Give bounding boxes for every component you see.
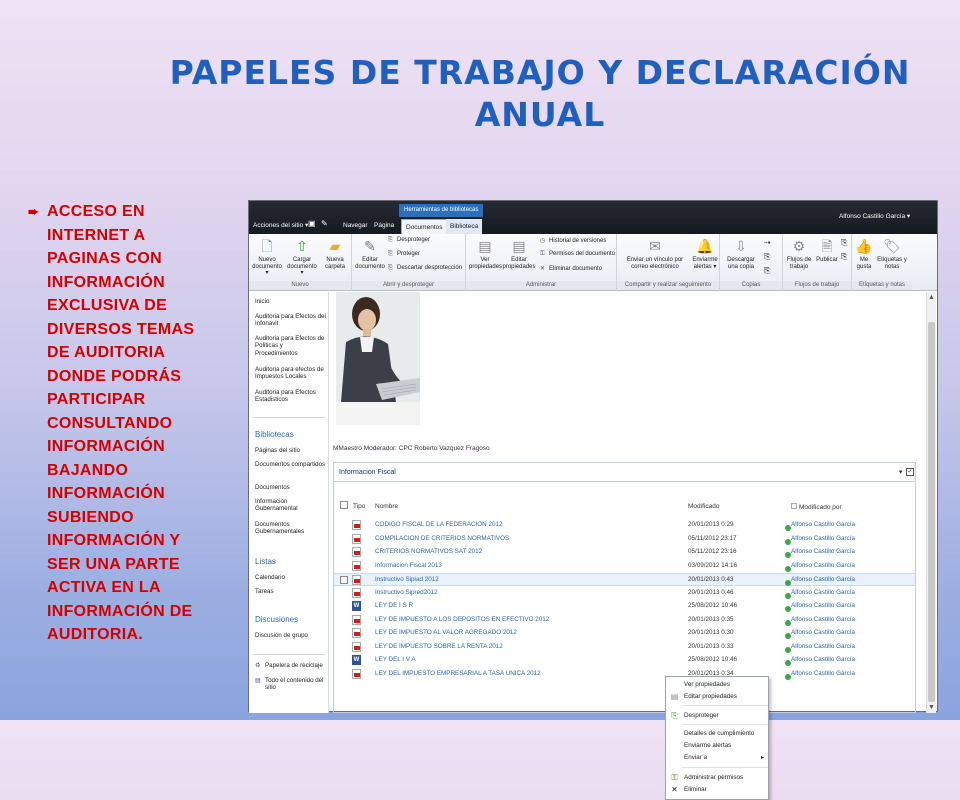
- bullet-line: INFORMACIÓN: [47, 438, 165, 455]
- pdf-document-icon: [352, 669, 361, 679]
- proteger-label: Proteger: [397, 251, 421, 257]
- pdf-document-icon: [352, 615, 361, 625]
- enviarme-alertas-button[interactable]: [691, 237, 719, 270]
- arrow-bullet-icon: ➨: [28, 204, 40, 219]
- document-name-link[interactable]: LEY DE IMPUESTO A LOS DEPOSITOS EN EFECTIVO 2012: [375, 615, 550, 623]
- menu-divider: [682, 705, 768, 706]
- editar-propiedades-label: Editar propiedades: [502, 257, 536, 270]
- column-nombre[interactable]: Nombre: [375, 503, 399, 510]
- document-name-link[interactable]: COMPILACION DE CRITERIOS NORMATIVOS: [375, 534, 510, 542]
- checkin-icon: ⎘: [388, 251, 393, 257]
- nueva-carpeta-button[interactable]: [321, 237, 349, 270]
- menu-divider-2: [682, 724, 768, 725]
- flujos-label: Flujos de trabajo: [786, 257, 812, 270]
- table-row[interactable]: [334, 668, 915, 681]
- checkout-icon: ⎘: [671, 711, 678, 720]
- bullet-line: PAGINAS CON: [47, 250, 163, 267]
- permissions-icon: ⚿: [671, 773, 678, 782]
- descartar-button[interactable]: [388, 265, 462, 272]
- informacion-fiscal-webpart: [333, 462, 916, 713]
- modified-date: 05/11/2012 23:17: [688, 534, 737, 542]
- pdf-document-icon: [352, 575, 361, 585]
- editar-propiedades-button[interactable]: [502, 237, 536, 270]
- table-row[interactable]: [334, 600, 915, 613]
- scroll-down-icon[interactable]: ▼: [928, 704, 935, 711]
- modified-date: 25/08/2012 10:46: [688, 602, 738, 609]
- tab-pagina[interactable]: Página: [374, 222, 395, 229]
- descargar-copia-button[interactable]: [723, 237, 759, 270]
- pdf-document-icon: [352, 561, 361, 571]
- nav-auditoria-infonavit[interactable]: Auditoria para Efectos del Infonavit: [255, 313, 326, 328]
- copy-icon-2[interactable]: ⎘: [764, 266, 771, 275]
- menu-ver-propiedades[interactable]: Ver propiedades: [684, 681, 730, 688]
- pdf-document-icon: [352, 628, 361, 638]
- nav-papelera[interactable]: [255, 662, 327, 669]
- nav-papelera-label: Papelera de reciclaje: [265, 662, 323, 669]
- ribbon-group-copias-label: Copias: [720, 281, 782, 290]
- ribbon-group-copias: [720, 234, 783, 291]
- modified-date: 20/01/2013 0:30: [688, 629, 734, 636]
- modified-date: 20/01/2013 0:43: [688, 576, 734, 583]
- cargar-documento-button[interactable]: [285, 237, 319, 277]
- historial-button[interactable]: [540, 237, 606, 244]
- menu-detalles-cumplimiento[interactable]: Detalles de cumplimiento: [684, 730, 755, 737]
- modified-by-link[interactable]: Alfonso Castillo García: [791, 548, 856, 555]
- menu-administrar-permisos[interactable]: Administrar permisos: [684, 774, 744, 781]
- desproteger-label: Desproteger: [397, 237, 431, 243]
- tags-icon: 🏷: [883, 238, 901, 254]
- download-icon: ⇩: [735, 238, 747, 254]
- nav-informacion-gubernamental[interactable]: Informacion Gubernamental: [255, 498, 298, 513]
- bullet-line: ACCESO EN: [47, 203, 145, 220]
- webpart-checkbox[interactable]: ✓: [907, 469, 913, 475]
- ribbon-group-administrar: [466, 234, 617, 291]
- word-document-icon: [352, 601, 361, 611]
- modified-by-link[interactable]: Alfonso Castillo García: [791, 629, 856, 636]
- left-navigation: [249, 292, 329, 713]
- top-bar: [249, 201, 937, 234]
- modified-date: 20/01/2013 0:33: [688, 642, 734, 650]
- copy-icon[interactable]: ⎘: [764, 252, 771, 261]
- bullet-line: INFORMACIÓN DE: [47, 602, 193, 620]
- etiquetas-notas-button[interactable]: [874, 237, 910, 270]
- bullet-line: SUBIENDO: [47, 508, 134, 526]
- nueva-carpeta-label: Nueva carpeta: [324, 257, 345, 270]
- modified-date: 20/01/2013 0:34: [688, 669, 734, 677]
- me-gusta-label: Me gusta: [856, 257, 872, 270]
- bullet-line: DIVERSOS TEMAS: [47, 320, 195, 338]
- pdf-document-icon: [352, 534, 361, 544]
- column-modificado-por[interactable]: [791, 503, 842, 511]
- nav-inicio[interactable]: Inicio: [255, 298, 270, 305]
- folder-icon: ▰: [329, 238, 341, 254]
- table-row[interactable]: [334, 560, 915, 573]
- permisos-button[interactable]: [540, 251, 615, 258]
- bullet-line: AUDITORIA.: [47, 626, 144, 643]
- ribbon-group-flujos-label: Flujos de trabajo: [783, 281, 851, 290]
- ribbon-group-nuevo-label: Nuevo: [249, 281, 351, 290]
- nuevo-documento-label: Nuevo documento ▾: [252, 257, 282, 276]
- publish-icon: 🗎: [821, 238, 833, 254]
- reject-icon[interactable]: ⎘: [841, 252, 848, 261]
- table-row[interactable]: [334, 614, 915, 627]
- publicar-label: Publicar: [816, 257, 838, 263]
- document-name-link[interactable]: CRITERIOS NORMATIVOS SAT 2012: [375, 548, 483, 555]
- ver-propiedades-button[interactable]: [469, 237, 501, 270]
- ribbon-group-etiquetas: [852, 234, 912, 291]
- eliminar-documento-button[interactable]: [540, 265, 602, 272]
- checkout-icon: ⎘: [388, 237, 393, 243]
- vertical-scrollbar[interactable]: [926, 292, 936, 713]
- historial-label: Historial de versiones: [549, 238, 607, 244]
- modified-date: 03/09/2012 14:16: [688, 561, 738, 569]
- bullet-line: INTERNET A: [47, 226, 146, 244]
- woman-at-laptop-photo: [336, 292, 420, 425]
- ribbon-group-etiquetas-label: Etiquetas y notas: [852, 281, 912, 290]
- site-content-icon: ▤: [255, 677, 261, 684]
- webpart-menu-icon[interactable]: ▾: [899, 469, 903, 476]
- document-name-link[interactable]: LEY DE I S R: [375, 602, 414, 609]
- delete-icon: ✕: [671, 785, 678, 794]
- document-name-link[interactable]: Instructivo Sipiad 2012: [375, 576, 439, 583]
- header-filter-icon: [791, 503, 797, 509]
- slide-title: [160, 52, 920, 136]
- new-document-icon: 🗋: [261, 238, 273, 254]
- nav-calendario[interactable]: Calendario: [255, 574, 285, 581]
- modified-date: 25/08/2012 10:46: [688, 656, 738, 663]
- editar-documento-button[interactable]: [355, 237, 385, 270]
- nuevo-documento-button[interactable]: [251, 237, 283, 277]
- bullet-line: INFORMACIÓN Y: [47, 532, 181, 549]
- modified-by-link[interactable]: Alfonso Castillo García: [791, 642, 856, 650]
- document-name-link[interactable]: LEY DEL IMPUESTO EMPRESARIAL A TASA UNICA 2012: [375, 669, 541, 677]
- publicar-button[interactable]: [815, 237, 839, 264]
- document-name-link[interactable]: LEY DE IMPUESTO SOBRE LA RENTA 2012: [375, 642, 503, 650]
- edit-properties-icon: ▤: [670, 692, 679, 701]
- item-context-menu: [665, 676, 769, 800]
- table-row[interactable]: [334, 533, 915, 546]
- menu-enviarme-alertas[interactable]: Enviarme alertas: [684, 742, 732, 749]
- webpart-title[interactable]: Informacion Fiscal: [334, 463, 915, 482]
- document-name-link[interactable]: LEY DE IMPUESTO AL VALOR AGREGADO 2012: [375, 629, 517, 636]
- document-name-link[interactable]: LEY DEL I V A: [375, 656, 416, 663]
- modified-by-link[interactable]: Alfonso Castillo García: [791, 656, 856, 663]
- version-history-icon: ◷: [540, 238, 546, 244]
- table-row[interactable]: [334, 627, 915, 640]
- bullet-line: CONSULTANDO: [47, 414, 173, 432]
- enviar-vinculo-label: Enviar un vínculo por correo electrónico: [626, 257, 684, 270]
- ribbon-group-nuevo: [249, 234, 352, 291]
- modified-date: 20/01/2013 0:35: [688, 615, 734, 623]
- select-all-checkbox[interactable]: [340, 501, 348, 509]
- nav-discusiones-heading[interactable]: Discusiones: [255, 615, 299, 624]
- bell-icon: 🔔: [696, 238, 714, 254]
- nav-paginas-sitio[interactable]: Páginas del sitio: [255, 447, 301, 454]
- table-row[interactable]: [334, 587, 915, 600]
- modified-by-link[interactable]: Alfonso Castillo García: [791, 561, 856, 569]
- moderator-caption: MMaestro Moderador: CPC Roberto Vazquez Fragoso: [333, 445, 490, 452]
- column-modificado[interactable]: Modificado: [688, 503, 720, 510]
- nav-auditoria-estadisticos[interactable]: Auditoria para Efectos Estadisticos: [255, 389, 316, 404]
- pdf-document-icon: [352, 547, 361, 557]
- tab-documentos[interactable]: Documentos: [401, 219, 448, 234]
- modified-date: 20/01/2013 0:29: [688, 521, 734, 528]
- ribbon-group-flujos: [783, 234, 852, 291]
- me-gusta-button[interactable]: [854, 237, 874, 270]
- bullet-line: INFORMACIÓN: [47, 273, 165, 291]
- nav-tareas[interactable]: Tareas: [255, 588, 274, 595]
- table-row[interactable]: [334, 654, 915, 667]
- document-name-link[interactable]: Informacion Fiscal 2013: [375, 561, 442, 569]
- enviar-vinculo-button[interactable]: [619, 237, 691, 270]
- ribbon-group-abrir-label: Abrir y desproteger: [352, 281, 465, 290]
- nav-auditoria-politicas[interactable]: Auditoria para Efectos de Politicas y Procedimientos: [255, 335, 325, 357]
- modified-by-link[interactable]: Alfonso Castillo García: [791, 615, 856, 623]
- pdf-document-icon: [352, 588, 361, 598]
- bullet-lines: [28, 200, 243, 647]
- view-properties-icon: ▤: [478, 238, 492, 254]
- ribbon: [249, 234, 937, 291]
- descartar-label: Descartar desprotección: [397, 265, 463, 271]
- user-menu[interactable]: Alfonso Castillo García ▾: [839, 213, 911, 220]
- pdf-document-icon: [352, 520, 361, 530]
- descargar-label: Descargar una copia: [727, 257, 755, 270]
- column-modificado-por-label: Modificado por: [799, 504, 842, 511]
- menu-eliminar[interactable]: Eliminar: [684, 786, 707, 793]
- nav-listas-heading[interactable]: Listas: [255, 557, 276, 566]
- menu-editar-propiedades[interactable]: Editar propiedades: [684, 693, 737, 700]
- ribbon-group-abrir: [352, 234, 466, 291]
- tab-biblioteca[interactable]: Biblioteca: [446, 219, 482, 234]
- desproteger-button[interactable]: [388, 237, 430, 244]
- submenu-arrow-icon: ▸: [760, 755, 764, 761]
- bullet-line: INFORMACIÓN: [47, 485, 165, 502]
- modified-date: 20/01/2013 0:46: [688, 588, 734, 596]
- sharepoint-screenshot: [248, 200, 938, 794]
- document-name-link[interactable]: CODIGO FISCAL DE LA FEDERACION 2012: [375, 521, 503, 528]
- modified-by-link[interactable]: Alfonso Castillo García: [791, 669, 856, 677]
- row-checkbox[interactable]: [340, 576, 348, 584]
- nav-documentos-compartidos[interactable]: Documentos compartidos: [255, 461, 326, 468]
- bullet-line: BAJANDO: [47, 461, 129, 479]
- edit-properties-icon: ▤: [512, 238, 526, 254]
- nav-discusion-grupo[interactable]: Discusión de grupo: [255, 632, 308, 639]
- tab-navegar[interactable]: Navegar: [343, 222, 368, 229]
- folder-nav-icon[interactable]: ▣: [308, 219, 316, 228]
- ver-propiedades-label: Ver propiedades: [469, 257, 503, 270]
- bullet-line: EXCLUSIVA DE: [47, 297, 168, 314]
- column-tipo[interactable]: Tipo: [353, 503, 366, 510]
- editar-documento-label: Editar documento: [355, 257, 385, 270]
- pdf-document-icon: [352, 642, 361, 652]
- permissions-icon: ⚿: [540, 251, 545, 257]
- nav-bibliotecas-heading[interactable]: Bibliotecas: [255, 430, 294, 439]
- menu-enviar-a[interactable]: Enviar a: [684, 754, 708, 761]
- eliminar-label: Eliminar documento: [549, 266, 603, 272]
- workflow-icon: ⚙: [792, 238, 806, 254]
- flujos-trabajo-button[interactable]: [785, 237, 813, 270]
- modified-by-link[interactable]: Alfonso Castillo García: [791, 588, 856, 596]
- ribbon-group-administrar-label: Administrar: [466, 281, 616, 290]
- upload-icon: ⇧: [296, 238, 308, 254]
- email-link-icon: ✉: [649, 238, 661, 254]
- bullet-line: PARTICIPAR: [47, 391, 146, 408]
- nav-documentos[interactable]: Documentos: [255, 484, 290, 491]
- recycle-bin-icon: ♻: [255, 662, 261, 669]
- ribbon-group-compartir: [617, 234, 720, 291]
- nav-todo-contenido[interactable]: [255, 677, 327, 692]
- permisos-label: Permisos del documento: [549, 251, 616, 257]
- library-tools-header: Herramientas de bibliotecas: [399, 204, 483, 217]
- bullet-line: DONDE PODRÁS: [47, 367, 182, 385]
- modified-by-link[interactable]: Alfonso Castillo García: [791, 576, 856, 583]
- scrollbar-thumb[interactable]: [928, 322, 935, 702]
- table-row[interactable]: [334, 546, 915, 559]
- discard-checkout-icon: ⎘: [388, 265, 393, 271]
- delete-icon: ✕: [540, 266, 546, 272]
- modified-date: 05/11/2012 23:16: [688, 548, 737, 555]
- table-row[interactable]: [334, 573, 915, 586]
- etiquetas-notas-label: Etiquetas y notas: [877, 257, 907, 270]
- edit-page-icon[interactable]: ✎: [321, 219, 328, 228]
- nav-documentos-gubernamentales[interactable]: Documentos Gubernamentales: [255, 521, 305, 536]
- nav-divider-2: [253, 654, 325, 655]
- bullet-line: DE AUDITORIA: [47, 344, 166, 361]
- scroll-up-icon[interactable]: ▲: [928, 294, 935, 301]
- modified-by-link[interactable]: Alfonso Castillo García: [791, 534, 856, 542]
- nav-divider: [253, 417, 325, 418]
- cargar-documento-label: Cargar documento ▾: [287, 257, 317, 276]
- ribbon-group-compartir-label: Compartir y realizar seguimiento: [617, 281, 719, 290]
- bullet-line: SER UNA PARTE: [47, 555, 180, 573]
- slide-title-line-1: PAPELES DE TRABAJO Y DECLARACIÓN: [169, 53, 911, 92]
- nav-todo-contenido-label: Todo el contenido del sitio: [265, 677, 324, 692]
- edit-document-icon: ✎: [364, 238, 376, 254]
- modified-by-link[interactable]: Alfonso Castillo García: [791, 521, 856, 528]
- menu-divider-3: [682, 767, 768, 768]
- slide-title-line-2: ANUAL: [474, 95, 606, 134]
- site-actions-menu[interactable]: Acciones del sitio ▾: [253, 222, 309, 229]
- thumbs-up-icon: 👍: [855, 238, 873, 254]
- document-name-link[interactable]: Instructivo Sipred2012: [375, 588, 438, 596]
- approve-icon[interactable]: ⎘: [841, 238, 848, 247]
- bullet-line: ACTIVA EN LA: [47, 579, 161, 596]
- menu-desproteger[interactable]: Desproteger: [684, 712, 719, 719]
- main-content: [330, 292, 927, 794]
- modified-by-link[interactable]: Alfonso Castillo García: [791, 602, 856, 609]
- proteger-button[interactable]: [388, 251, 420, 258]
- enviarme-alertas-label: Enviarme alertas ▾: [692, 257, 718, 270]
- word-document-icon: [352, 655, 361, 665]
- table-row[interactable]: [334, 641, 915, 654]
- bullet-text: [28, 200, 243, 647]
- table-row[interactable]: [334, 519, 915, 532]
- nav-auditoria-impuestos-locales[interactable]: Auditoria para efectos de Impuestos Locales: [255, 366, 324, 381]
- send-to-icon[interactable]: ⇢: [764, 238, 771, 247]
